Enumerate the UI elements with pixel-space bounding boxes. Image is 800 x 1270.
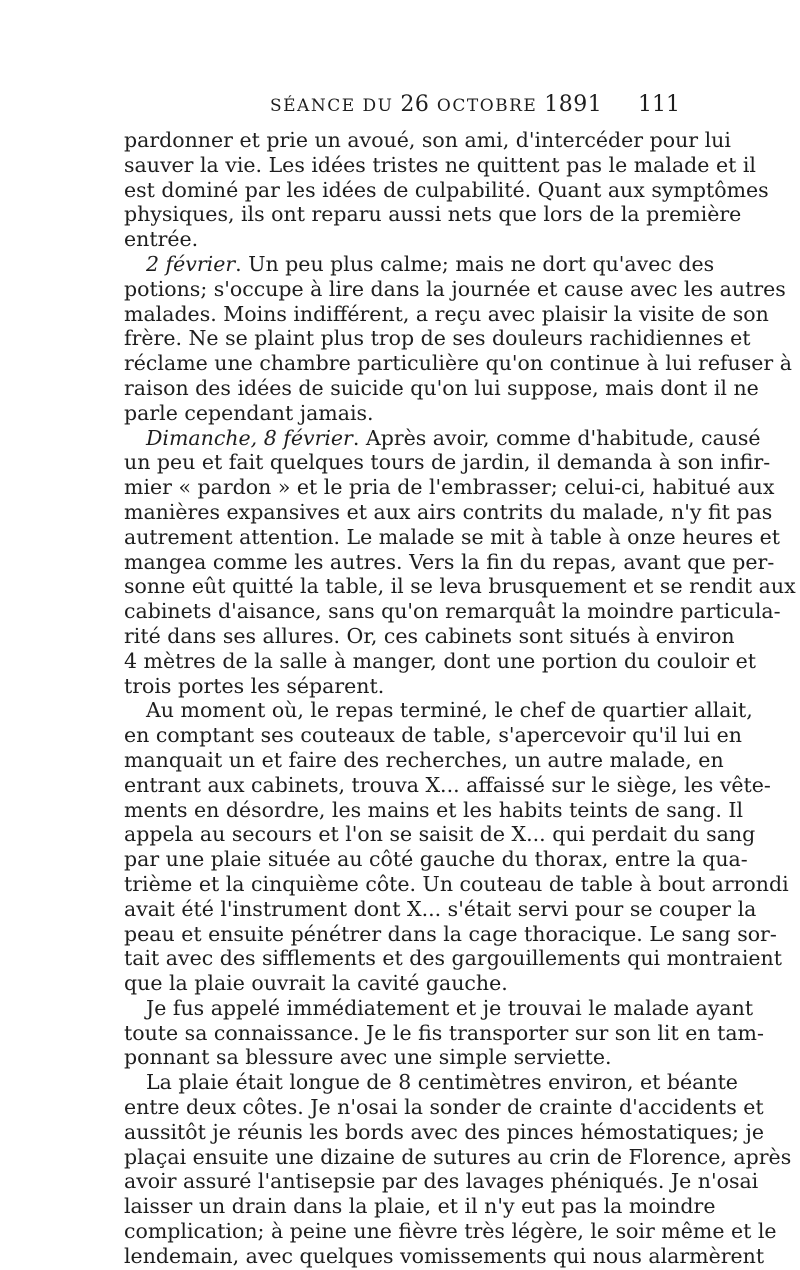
text-line: entrant aux cabinets, trouva X... affaissé sur le siège, les vête- <box>124 772 771 797</box>
text-line: réclame une chambre particulière qu'on continue à lui refuser à <box>124 351 792 376</box>
page-header <box>130 92 680 124</box>
text-line: avait été l'instrument dont X... s'était servi pour se couper la <box>124 896 757 921</box>
text-line: est dominé par les idées de culpabilité. Quant aux symptômes <box>124 177 769 202</box>
body-text <box>124 128 796 1269</box>
text-line: peau et ensuite pénétrer dans la cage thoracique. Le sang sor- <box>124 921 777 946</box>
text-line: entrée. <box>124 227 199 252</box>
text-line: un peu et fait quelques tours de jardin, il demanda à son infir- <box>124 450 771 475</box>
text-line: Au moment où, le repas terminé, le chef de quartier allait, <box>146 698 753 723</box>
text-line: aussitôt je réunis les bords avec des pinces hémostatiques; je <box>124 1119 764 1144</box>
text-line: sonne eût quitté la table, il se leva brusquement et se rendit aux <box>124 574 796 599</box>
text-line: cabinets d'aisance, sans qu'on remarquât la moindre particula- <box>124 599 781 624</box>
text-line: mier « pardon » et le pria de l'embrasser; celui-ci, habitué aux <box>124 475 775 500</box>
text-line: lendemain, avec quelques vomissements qui nous alarmèrent <box>124 1243 765 1268</box>
text-line: manières expansives et aux airs contrits du malade, n'y fit pas <box>124 499 773 524</box>
page-number: 111 <box>638 92 680 117</box>
text-line: malades. Moins indifférent, a reçu avec plaisir la visite de son <box>124 301 769 326</box>
text-line: Dimanche, 8 février. Après avoir, comme d'habitude, causé <box>146 425 761 450</box>
text-line: ponnant sa blessure avec une simple serviette. <box>124 1045 612 1070</box>
text-line: parle cependant jamais. <box>124 400 374 425</box>
text-line: entre deux côtes. Je n'osai la sonder de crainte d'accidents et <box>124 1095 764 1120</box>
text-line: avoir assuré l'antisepsie par des lavages phéniqués. Je n'osai <box>124 1169 759 1194</box>
text-line: tait avec des sifflements et des gargouillements qui montraient <box>124 946 782 971</box>
text-line: mangea comme les autres. Vers la fin du repas, avant que per- <box>124 549 775 574</box>
text-line: Je fus appelé immédiatement et je trouvai le malade ayant <box>146 995 754 1020</box>
running-head: SÉANCE DU 26 OCTOBRE 1891 <box>270 92 603 117</box>
text-line: physiques, ils ont reparu aussi nets que lors de la première <box>124 202 742 227</box>
text-line: toute sa connaissance. Je le fis transporter sur son lit en tam- <box>124 1020 764 1045</box>
text-line: sauver la vie. Les idées tristes ne quittent pas le malade et il <box>124 152 756 177</box>
text-line: appela au secours et l'on se saisit de X... qui perdait du sang <box>124 822 756 847</box>
text-line: 2 février. Un peu plus calme; mais ne dort qu'avec des <box>146 251 715 276</box>
text-line: plaçai ensuite une dizaine de sutures au crin de Florence, après <box>124 1144 792 1169</box>
text-line: trois portes les séparent. <box>124 673 385 698</box>
text-line: complication; à peine une fièvre très légère, le soir même et le <box>124 1219 777 1244</box>
text-line: La plaie était longue de 8 centimètres environ, et béante <box>146 1070 738 1095</box>
text-line: frère. Ne se plaint plus trop de ses douleurs rachidiennes et <box>124 326 751 351</box>
text-line: en comptant ses couteaux de table, s'apercevoir qu'il lui en <box>124 723 742 748</box>
text-line: ments en désordre, les mains et les habits teints de sang. Il <box>124 797 744 822</box>
text-line: rité dans ses allures. Or, ces cabinets sont situés à environ <box>124 623 735 648</box>
text-line: pardonner et prie un avoué, son ami, d'intercéder pour lui <box>124 128 731 152</box>
text-line: que la plaie ouvrait la cavité gauche. <box>124 971 508 996</box>
text-line: par une plaie située au côté gauche du thorax, entre la qua- <box>124 847 748 872</box>
text-line: laisser un drain dans la plaie, et il n'y eut pas la moindre <box>124 1194 716 1219</box>
text-line: 4 mètres de la salle à manger, dont une portion du couloir et <box>124 648 756 673</box>
text-line: raison des idées de suicide qu'on lui suppose, mais dont il ne <box>124 375 759 400</box>
text-line: potions; s'occupe à lire dans la journée et cause avec les autres <box>124 276 786 301</box>
text-line: autrement attention. Le malade se mit à table à onze heures et <box>124 524 781 549</box>
text-line: manquait un et faire des recherches, un autre malade, en <box>124 747 724 772</box>
text-line: trième et la cinquième côte. Un couteau de table à bout arrondi <box>124 871 789 896</box>
